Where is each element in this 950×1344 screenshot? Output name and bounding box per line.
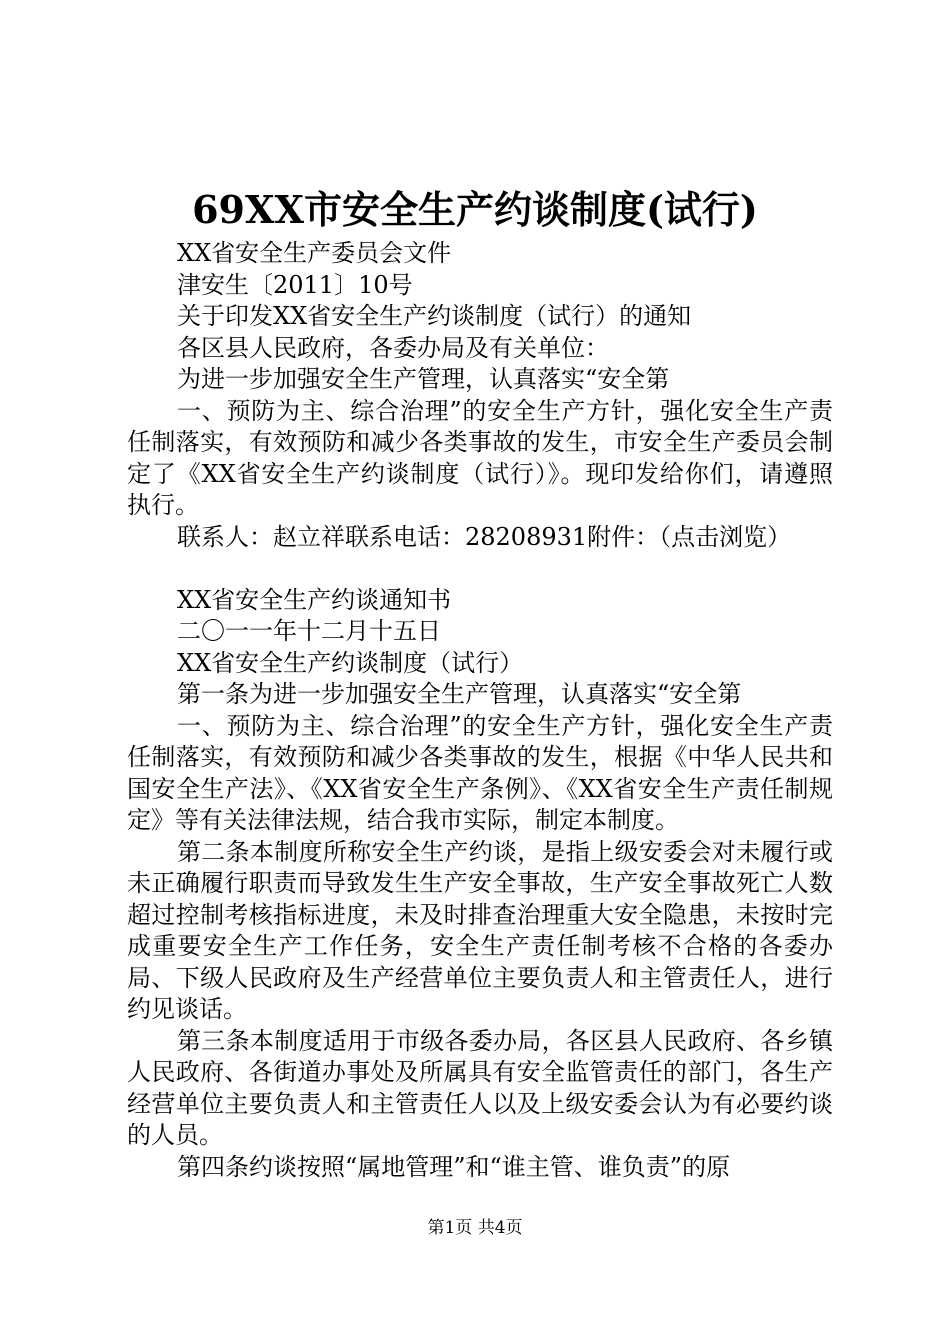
document-number: 津安生〔2011〕10号 bbox=[177, 270, 413, 299]
recipients-line: 各区县人民政府，各委办局及有关单位： bbox=[177, 333, 609, 362]
article-3-paragraph: 第三条本制度适用于市级各委办局，各区县人民政府、各乡镇人民政府、各街道办事处及所属具有安全监管责任的部门，各生产经营单位主要负责人和主管责任人以及上级安委会认为有必要约谈的人员。 bbox=[127, 1026, 833, 1149]
article-1-line: 第一条为进一步加强安全生产管理，认真落实“安全第 bbox=[177, 680, 742, 708]
intro-line: 为进一步加强安全生产管理，认真落实“安全第 bbox=[177, 365, 670, 393]
article-2-paragraph: 第二条本制度所称安全生产约谈，是指上级安委会对未履行或未正确履行职责而导致发生生产安全事故，生产安全事故死亡人数超过控制考核指标进度，未及时排查治理重大安全隐患，未按时完成重要安全生产工作任务，安全生产责任制考核不合格的各委办局、下级人民政府及生产经营单位主要负责人和主管责任人，进行约见谈话。 bbox=[127, 837, 833, 1023]
document-body bbox=[127, 238, 833, 1183]
issuer-line: XX省安全生产委员会文件 bbox=[177, 239, 452, 267]
notice-book-title: XX省安全生产约谈通知书 bbox=[177, 585, 452, 614]
issue-date: 二〇一一年十二月十五日 bbox=[177, 617, 441, 645]
notice-title: 关于印发XX省安全生产约谈制度（试行）的通知 bbox=[177, 302, 692, 330]
contact-line: 联系人：赵立祥联系电话：28208931附件：（点击浏览） bbox=[177, 522, 792, 551]
regulation-title: XX省安全生产约谈制度（试行） bbox=[177, 648, 524, 677]
article-1-paragraph: 一、预防为主、综合治理”的安全生产方针，强化安全生产责任制落实，有效预防和减少各类事故的发生，根据《中华人民共和国安全生产法》、《XX省安全生产条例》、《XX省安全生产责任制规定》等有关法律法规，结合我市实际，制定本制度。 bbox=[127, 711, 833, 834]
page-footer: 第1页 共4页 bbox=[427, 1218, 523, 1238]
document-title: 69XX市安全生产约谈制度(试行) bbox=[192, 187, 758, 232]
intro-paragraph: 一、预防为主、综合治理”的安全生产方针，强化安全生产责任制落实，有效预防和减少各类事故的发生，市安全生产委员会制定了《XX省安全生产约谈制度（试行）》。现印发给你们，请遵照执行。 bbox=[127, 396, 833, 519]
blank-line bbox=[127, 553, 833, 585]
article-4-line: 第四条约谈按照“属地管理”和“谁主管、谁负责”的原 bbox=[177, 1152, 731, 1181]
